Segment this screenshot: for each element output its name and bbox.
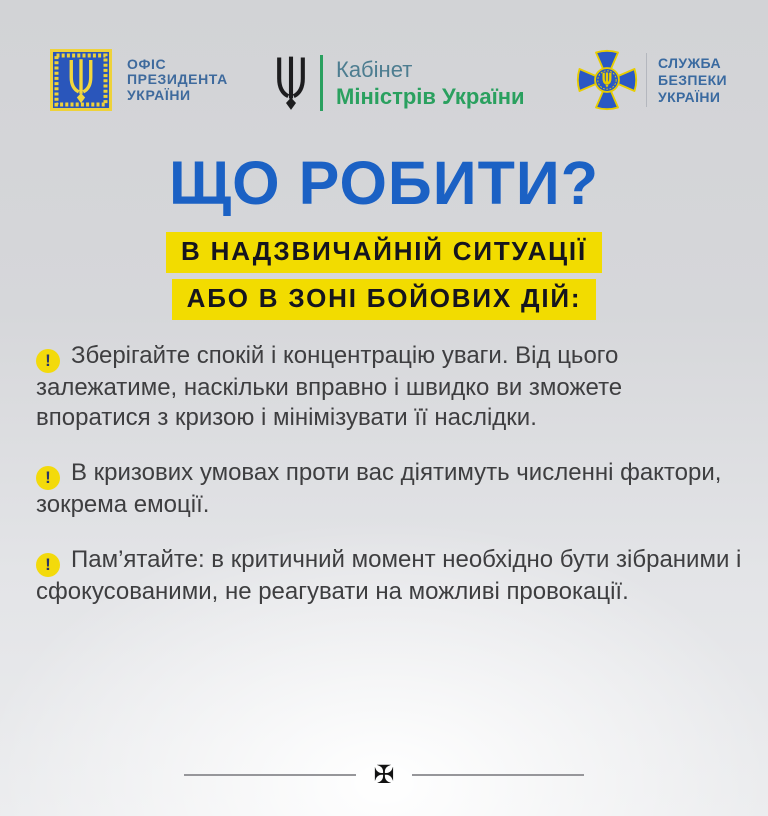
footer-divider	[0, 762, 768, 788]
bullet-item	[36, 341, 742, 433]
cabinet-label-line2: Міністрів України	[336, 84, 525, 109]
cabinet-label	[336, 56, 525, 110]
cross-pattee-icon: ✠	[373, 761, 395, 789]
exclamation-icon: !	[36, 553, 60, 577]
sbu-label	[658, 55, 727, 106]
page-title: ЩО РОБИТИ?	[169, 149, 599, 217]
divider-line-right	[412, 774, 584, 776]
sbu-label-line: СЛУЖБА	[658, 54, 721, 71]
president-office-label-line: ОФІС	[127, 55, 167, 72]
subtitle	[0, 229, 768, 323]
security-service-logo	[574, 44, 727, 116]
president-office-label-line: УКРАЇНИ	[127, 86, 191, 103]
sbu-label-line: УКРАЇНИ	[658, 88, 721, 105]
president-office-logo	[50, 49, 228, 111]
sbu-label-line: БЕЗПЕКИ	[658, 71, 727, 88]
president-office-emblem-icon	[50, 49, 112, 111]
exclamation-icon: !	[36, 349, 60, 373]
bullet-text: В кризових умовах проти вас діятимуть численні фактори, зокрема емоції.	[36, 459, 722, 518]
trident-icon	[271, 52, 311, 114]
sbu-emblem-icon	[574, 44, 640, 116]
bullet-item	[36, 458, 742, 520]
president-office-label-line: ПРЕЗИДЕНТА	[127, 71, 228, 88]
bullet-list	[36, 341, 742, 632]
bullet-text: Зберігайте спокій і концентрацію уваги. Від цього залежатиме, наскільки вправно і швидко ви зможете впоратися з кризою і мінімізувати її наслідки.	[36, 342, 623, 431]
exclamation-icon: !	[36, 466, 60, 490]
bullet-item	[36, 545, 742, 607]
president-office-label	[127, 57, 228, 104]
cabinet-label-line1: Кабінет	[336, 57, 413, 82]
green-divider	[320, 55, 323, 111]
bullet-text: Пам’ятайте: в критичний момент необхідно бути зібраними і сфокусованими, не реагувати на можливі провокації.	[36, 546, 742, 605]
vertical-divider	[646, 53, 647, 107]
subtitle-line2: АБО В ЗОНІ БОЙОВИХ ДІЙ:	[172, 279, 597, 320]
cabinet-of-ministers-logo	[271, 52, 525, 114]
divider-line-left	[184, 774, 356, 776]
subtitle-line1: В НАДЗВИЧАЙНІЙ СИТУАЦІЇ	[166, 232, 602, 273]
